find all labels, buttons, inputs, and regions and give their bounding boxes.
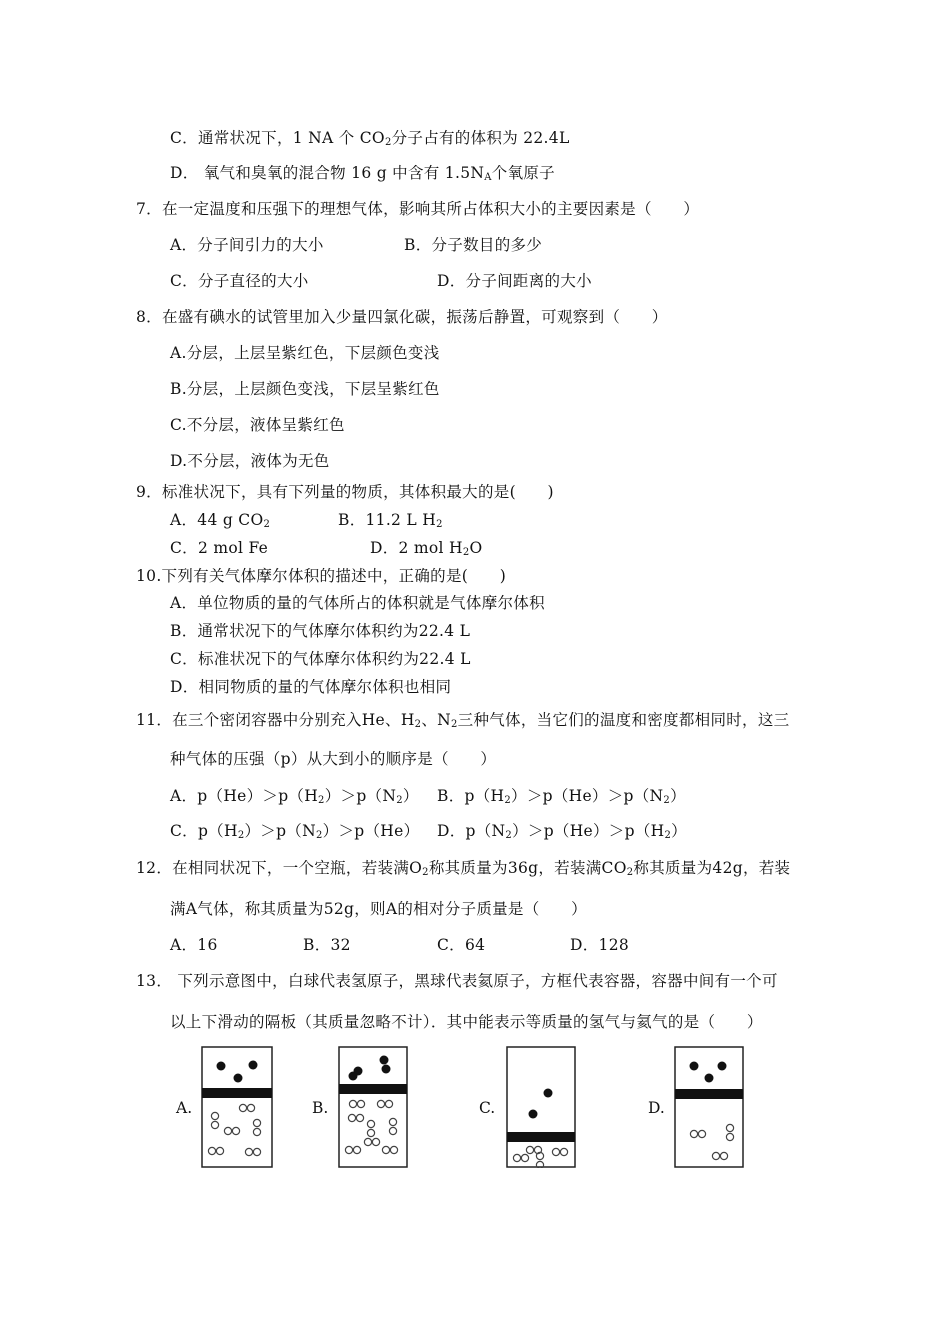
q11-stem-line1: 11．在三个密闭容器中分别充入He、$H_2$、$N_2$三种气体，当它们的温度和密度都相同时，这三 [136, 711, 790, 730]
q12-stem-line2: 满A气体，称其质量为52g，则A的相对分子质量是（ ） [170, 900, 587, 918]
figure-a-label: A. [176, 1099, 193, 1117]
q13-stem-line1: 13． 下列示意图中，白球代表氢原子，黑球代表氦原子，方框代表容器，容器中间有一个可 [136, 972, 778, 990]
q10-option-a: A．单位物质的量的气体所占的体积就是气体摩尔体积 [170, 594, 545, 612]
q10-stem: 10.下列有关气体摩尔体积的描述中，正确的是( ) [136, 567, 507, 585]
q8-option-d: D.不分层，液体为无色 [170, 452, 330, 470]
q9-stem: 9．标准状况下，具有下列量的物质，其体积最大的是( ) [136, 483, 554, 501]
q8-stem: 8．在盛有碘水的试管里加入少量四氯化碳，振荡后静置，可观察到（ ） [136, 308, 668, 326]
q7-option-c: C．分子直径的大小 [170, 272, 309, 290]
q7-option-b: B．分子数目的多少 [404, 236, 543, 254]
q9-option-b: B．11.2 L $H_2$ [338, 511, 443, 530]
q10-option-d: D．相同物质的量的气体摩尔体积也相同 [170, 678, 452, 696]
q12-option-d: D．128 [570, 936, 630, 954]
q9-option-a: A．44 g $CO_2$ [170, 511, 271, 530]
q8-option-b: B.分层，上层颜色变浅，下层呈紫红色 [170, 380, 440, 398]
q7-option-a: A．分子间引力的大小 [170, 236, 324, 254]
q12-option-b: B．32 [303, 936, 351, 954]
q11-option-c: C．$p(H_2)>p(N_2)>p(He)$ [170, 822, 420, 841]
q7-stem: 7．在一定温度和压强下的理想气体，影响其所占体积大小的主要因素是（ ） [136, 200, 700, 218]
q12-option-c: C．64 [437, 936, 486, 954]
q9-option-d: D．2 mol $H_2O$ [370, 539, 483, 558]
q8-option-a: A.分层，上层呈紫红色，下层颜色变浅 [170, 344, 440, 362]
q11-option-d: D．$p(N_2)>p(He)>p(H_2)$ [437, 822, 687, 841]
q9-option-c: C．2 mol Fe [170, 539, 269, 557]
q6-option-c: C．通常状况下，1 NA 个 $CO_2$分子占有的体积为 22.4L [170, 129, 570, 148]
container-figure-b [338, 1046, 408, 1168]
q7-option-d: D．分子间距离的大小 [437, 272, 592, 290]
figure-c-label: C. [479, 1099, 496, 1117]
figure-b-label: B. [312, 1099, 329, 1117]
q8-option-c: C.不分层，液体呈紫红色 [170, 416, 345, 434]
figure-d-label: D. [648, 1099, 665, 1117]
q10-option-b: B．通常状况下的气体摩尔体积约为22.4 L [170, 622, 471, 640]
q13-stem-line2: 以上下滑动的隔板（其质量忽略不计）．其中能表示等质量的氢气与氦气的是（ ） [170, 1013, 763, 1031]
q11-option-a: A．$p(He)>p(H_2)>p(N_2)$ [170, 787, 419, 806]
q12-stem-line1: 12．在相同状况下，一个空瓶，若装满$O_2$称其质量为36g，若装满$CO_2$称其质量为42g，若装 [136, 859, 791, 878]
container-figure-a [201, 1046, 273, 1168]
q11-option-b: B．$p(H_2)>p(He)>p(N_2)$ [437, 787, 686, 806]
q11-stem-line2: 种气体的压强（p）从大到小的顺序是（ ） [170, 750, 497, 768]
q10-option-c: C．标准状况下的气体摩尔体积约为22.4 L [170, 650, 471, 668]
container-figure-c [506, 1046, 576, 1168]
q12-option-a: A．16 [170, 936, 218, 954]
q6-option-d: D． 氧气和臭氧的混合物 16 g 中含有 $1.5N_A$个氧原子 [170, 164, 555, 183]
container-figure-d [674, 1046, 744, 1168]
